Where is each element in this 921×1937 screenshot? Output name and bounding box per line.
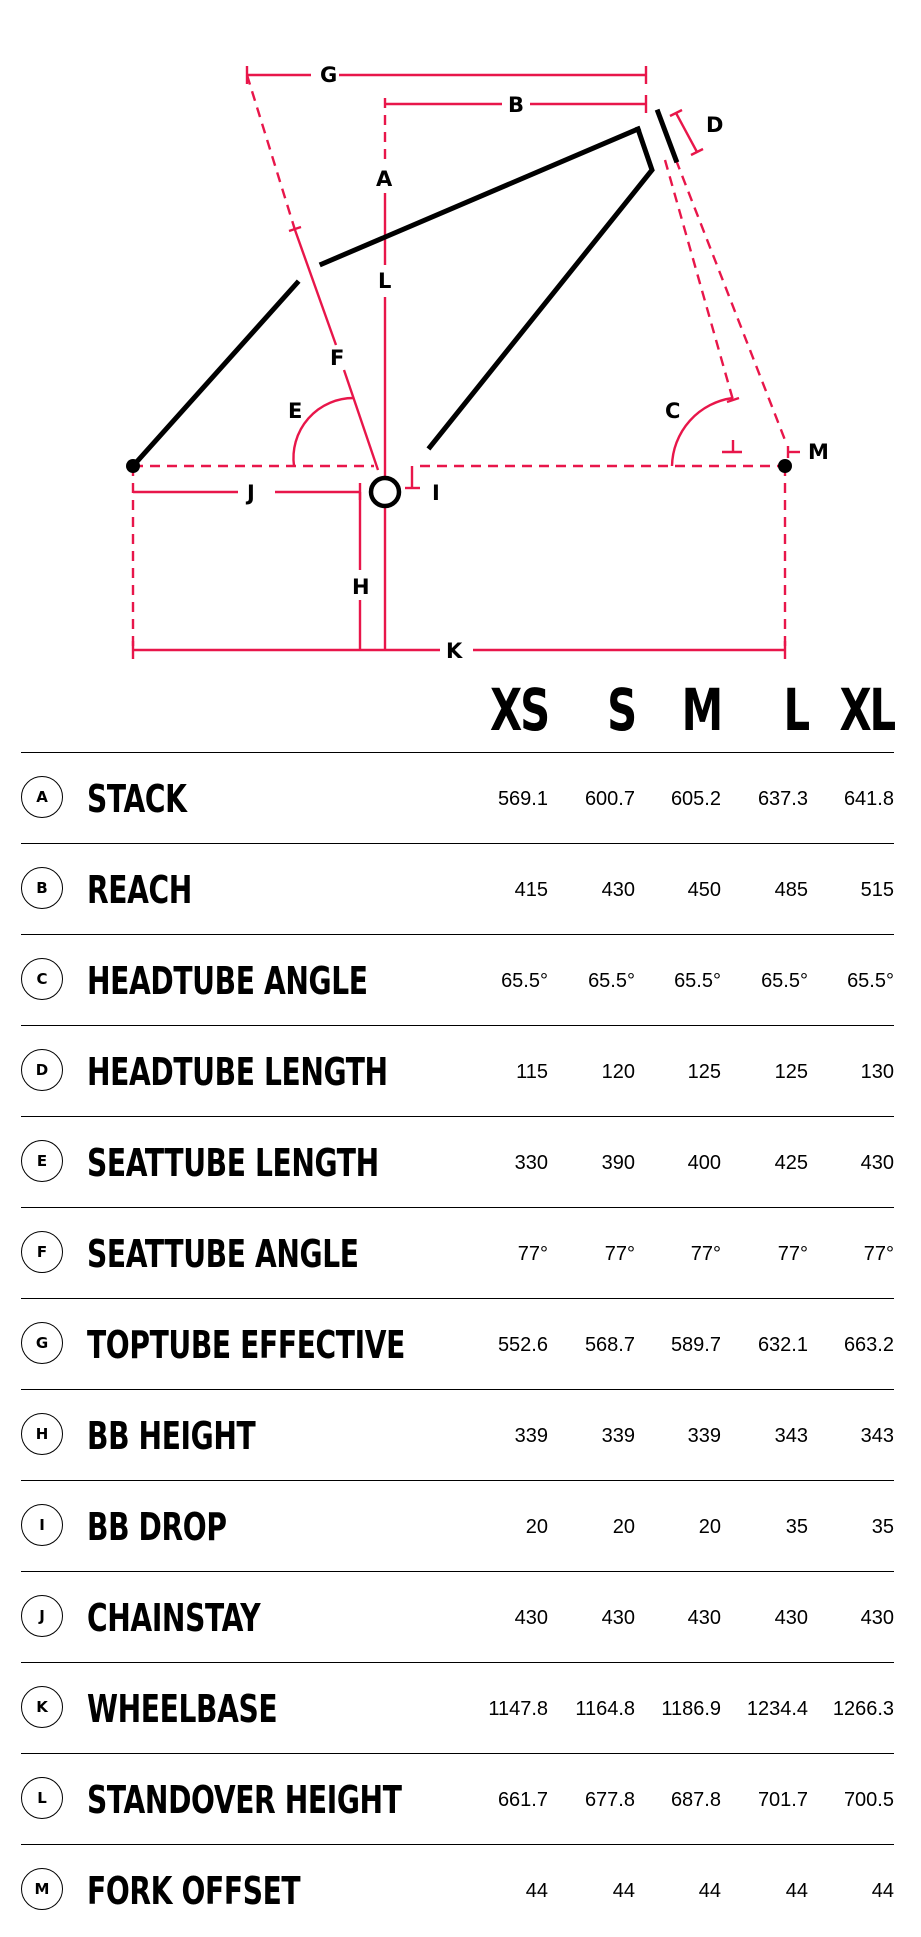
table-row (21, 843, 894, 934)
table-row (21, 1116, 894, 1207)
value-cell-xl: 700.5 (843, 1789, 894, 1811)
value-cell-m: 589.7 (670, 1334, 721, 1356)
row-label: REACH (87, 868, 192, 912)
value-cell-xl: 77° (863, 1243, 894, 1265)
value-cell-m: 1186.9 (661, 1698, 721, 1720)
value-cell-m: 430 (687, 1607, 721, 1629)
value-cell-m: 605.2 (670, 788, 721, 810)
bottom-bracket (371, 478, 399, 506)
table-row (21, 752, 894, 843)
value-cell-xs: 552.6 (497, 1334, 548, 1356)
value-cell-l: 44 (785, 1880, 808, 1902)
row-letter-badge: M (21, 1868, 63, 1910)
value-cell-xl: 130 (860, 1061, 894, 1083)
value-cell-xs: 330 (514, 1152, 548, 1174)
row-letter-badge: H (21, 1413, 63, 1455)
value-cell-m: 400 (687, 1152, 721, 1174)
value-cell-s: 120 (601, 1061, 635, 1083)
row-label: CHAINSTAY (87, 1596, 261, 1640)
value-cell-s: 65.5° (588, 970, 635, 992)
row-label: BB HEIGHT (87, 1414, 256, 1458)
value-cell-xs: 415 (514, 879, 548, 901)
value-cell-m: 77° (690, 1243, 721, 1265)
value-cell-l: 1234.4 (746, 1698, 808, 1720)
value-cell-s: 390 (601, 1152, 635, 1174)
row-letter-badge: L (21, 1777, 63, 1819)
value-cell-s: 677.8 (584, 1789, 635, 1811)
value-cell-l: 430 (774, 1607, 808, 1629)
value-cell-s: 430 (601, 879, 635, 901)
value-cell-m: 65.5° (674, 970, 721, 992)
value-cell-xs: 661.7 (497, 1789, 548, 1811)
value-cell-xl: 515 (860, 879, 894, 901)
dim-label-c: C (665, 399, 681, 423)
dim-label-a: A (376, 167, 393, 191)
dim-label-e: E (288, 399, 303, 423)
value-cell-xs: 339 (514, 1425, 548, 1447)
dim-label-h: H (352, 575, 370, 599)
table-row (21, 1207, 894, 1298)
front-axle (778, 459, 792, 473)
table-row (21, 1571, 894, 1662)
row-label: FORK OFFSET (87, 1869, 301, 1913)
row-letter-badge: I (21, 1504, 63, 1546)
value-cell-xs: 115 (516, 1061, 548, 1083)
row-label: WHEELBASE (87, 1687, 278, 1731)
value-cell-xs: 569.1 (497, 788, 548, 810)
size-header-s: S (607, 676, 635, 744)
value-cell-s: 339 (601, 1425, 635, 1447)
table-row (21, 1662, 894, 1753)
size-header-l: L (783, 676, 808, 744)
table-row (21, 1753, 894, 1844)
value-cell-xl: 641.8 (843, 788, 894, 810)
size-header-m: M (681, 676, 721, 744)
row-label: STANDOVER HEIGHT (87, 1778, 402, 1822)
value-cell-xl: 430 (860, 1152, 894, 1174)
value-cell-xl: 430 (860, 1607, 894, 1629)
value-cell-xs: 65.5° (501, 970, 548, 992)
value-cell-l: 637.3 (757, 788, 808, 810)
value-cell-m: 44 (698, 1880, 721, 1902)
size-header-xs: XS (490, 676, 548, 744)
dim-label-i: I (432, 481, 440, 505)
value-cell-l: 632.1 (757, 1334, 808, 1356)
dim-label-d: D (706, 113, 724, 137)
row-label: BB DROP (87, 1505, 227, 1549)
value-cell-xs: 20 (525, 1516, 548, 1538)
rear-axle (126, 459, 140, 473)
row-letter-badge: B (21, 867, 63, 909)
row-letter-badge: F (21, 1231, 63, 1273)
dim-label-l: L (378, 269, 392, 293)
table-row (21, 1844, 894, 1935)
value-cell-xs: 44 (525, 1880, 548, 1902)
row-label: TOPTUBE EFFECTIVE (87, 1323, 405, 1367)
table-row (21, 1389, 894, 1480)
value-cell-l: 485 (774, 879, 808, 901)
value-cell-xs: 77° (517, 1243, 548, 1265)
value-cell-xs: 1147.8 (488, 1698, 548, 1720)
dim-label-j: J (247, 481, 255, 505)
value-cell-xl: 65.5° (847, 970, 894, 992)
dimension-lines (133, 66, 800, 659)
row-letter-badge: C (21, 958, 63, 1000)
row-label: HEADTUBE ANGLE (87, 959, 368, 1003)
table-row (21, 1025, 894, 1116)
size-header-xl: XL (839, 676, 894, 744)
row-letter-badge: A (21, 776, 63, 818)
dim-label-f: F (330, 346, 345, 370)
value-cell-xs: 430 (514, 1607, 548, 1629)
value-cell-s: 430 (601, 1607, 635, 1629)
table-row (21, 934, 894, 1025)
dim-label-b: B (508, 93, 525, 117)
row-label: SEATTUBE ANGLE (87, 1232, 359, 1276)
value-cell-s: 600.7 (584, 788, 635, 810)
row-letter-badge: G (21, 1322, 63, 1364)
table-row (21, 1480, 894, 1571)
dim-label-k: K (446, 639, 463, 663)
value-cell-l: 425 (774, 1152, 808, 1174)
table-row (21, 1298, 894, 1389)
value-cell-s: 20 (612, 1516, 635, 1538)
row-label: HEADTUBE LENGTH (87, 1050, 388, 1094)
row-label: SEATTUBE LENGTH (87, 1141, 379, 1185)
value-cell-l: 701.7 (757, 1789, 808, 1811)
row-label: STACK (87, 777, 187, 821)
bike-geometry-diagram (0, 0, 921, 668)
value-cell-s: 1164.8 (575, 1698, 635, 1720)
value-cell-s: 77° (604, 1243, 635, 1265)
value-cell-l: 65.5° (761, 970, 808, 992)
dim-label-g: G (320, 63, 338, 87)
value-cell-m: 125 (687, 1061, 721, 1083)
value-cell-s: 568.7 (584, 1334, 635, 1356)
value-cell-l: 343 (774, 1425, 808, 1447)
dimension-labels (245, 63, 829, 663)
row-letter-badge: D (21, 1049, 63, 1091)
value-cell-s: 44 (612, 1880, 635, 1902)
value-cell-l: 125 (774, 1061, 808, 1083)
row-letter-badge: K (21, 1686, 63, 1728)
row-letter-badge: J (21, 1595, 63, 1637)
value-cell-l: 35 (785, 1516, 808, 1538)
value-cell-m: 339 (687, 1425, 721, 1447)
value-cell-m: 687.8 (670, 1789, 721, 1811)
row-letter-badge: E (21, 1140, 63, 1182)
value-cell-xl: 35 (871, 1516, 894, 1538)
value-cell-m: 20 (698, 1516, 721, 1538)
value-cell-xl: 663.2 (843, 1334, 894, 1356)
size-header-row (0, 668, 921, 752)
value-cell-m: 450 (687, 879, 721, 901)
value-cell-xl: 44 (871, 1880, 894, 1902)
value-cell-l: 77° (777, 1243, 808, 1265)
value-cell-xl: 1266.3 (832, 1698, 894, 1720)
value-cell-xl: 343 (860, 1425, 894, 1447)
frame-outline (126, 112, 792, 506)
dim-label-m: M (808, 440, 829, 464)
